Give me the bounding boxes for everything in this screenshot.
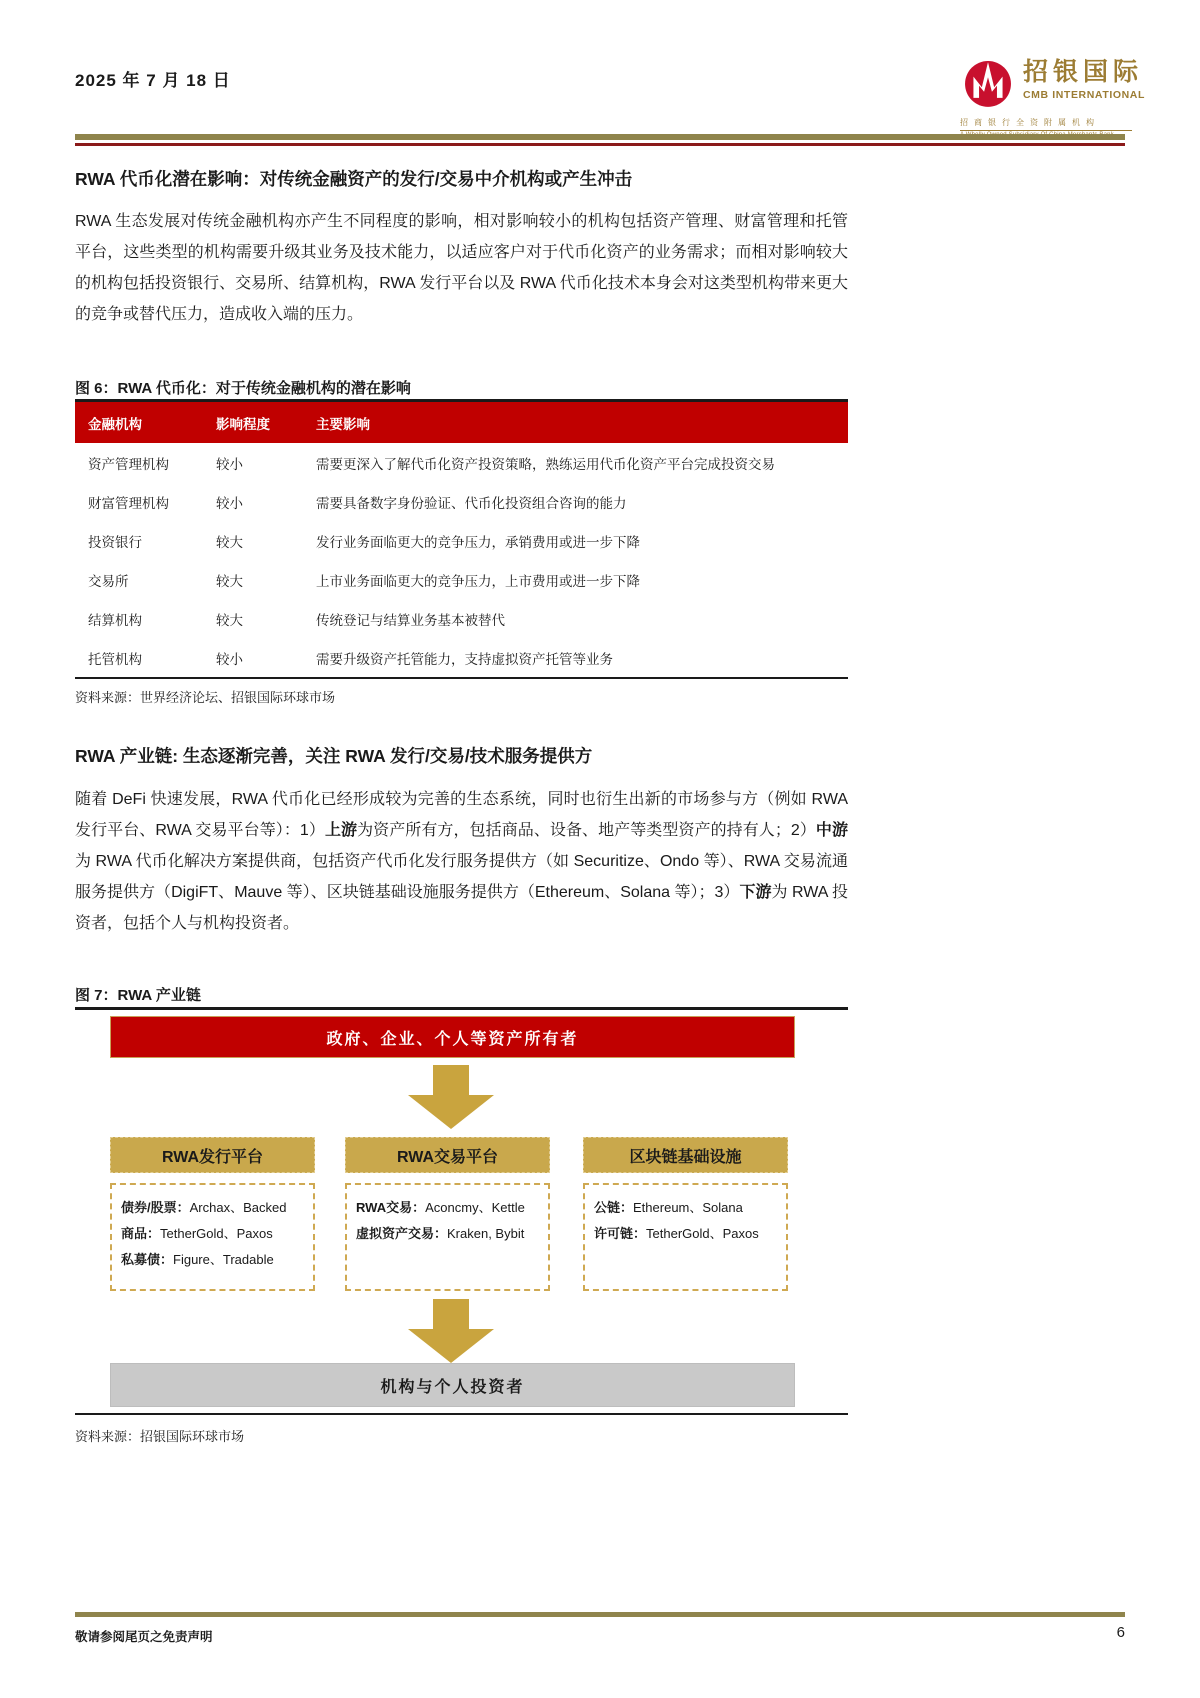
cell-institution: 托管机构 [88, 651, 142, 667]
figure6-source: 资料来源：世界经济论坛、招银国际环球市场 [75, 690, 336, 705]
cell-institution: 财富管理机构 [88, 495, 169, 511]
paragraph-segment: 随着 DeFi 快速发展，RWA 代币化已经形成较为完善的生态系统，同时也衍生出新的市场参与方（例如 RWA 发行平台、RWA 交易平台等）：1） [75, 791, 848, 839]
cell-institution: 结算机构 [88, 612, 142, 628]
detail-line: RWA交易：Aconcmy、Kettle [356, 1200, 525, 1215]
cell-institution: 投资银行 [88, 534, 142, 550]
detail-line: 虚拟资产交易：Kraken, Bybit [356, 1226, 525, 1241]
table-row [75, 482, 848, 521]
report-date: 2025 年 7 月 18 日 [75, 71, 231, 90]
paragraph-segment-upstream: 上游 [324, 822, 358, 839]
header-gold-rule [75, 134, 1125, 140]
page-number: 6 [1116, 1624, 1125, 1641]
down-arrow-icon [407, 1065, 495, 1129]
figure7-top-rule [75, 1007, 848, 1010]
cell-impact-level: 较小 [216, 495, 243, 511]
figure7-bottom-rule [75, 1413, 848, 1415]
cell-main-impact: 发行业务面临更大的竞争压力，承销费用或进一步下降 [316, 534, 640, 550]
cell-impact-level: 较大 [216, 612, 243, 628]
paragraph-segment: 为资产所有方，包括商品、设备、地产等类型资产的持有人；2） [357, 822, 816, 839]
cell-main-impact: 上市业务面临更大的竞争压力，上市费用或进一步下降 [316, 573, 640, 589]
issuance-platform-box: RWA发行平台 [110, 1137, 315, 1173]
table-row [75, 599, 848, 638]
paragraph-segment: 为 RWA 代币化解决方案提供商，包括资产代币化发行服务提供方（如 Securitize、Ondo 等）、RWA 交易流通服务提供方（DigiFT、Mauve 等）、区块链基础设施服务提供方（Ethereum、Solana 等）；3） [75, 853, 848, 901]
blockchain-infra-box: 区块链基础设施 [583, 1137, 788, 1173]
paragraph-segment-downstream: 下游 [739, 884, 772, 901]
paragraph-segment-midstream: 中游 [815, 822, 848, 839]
cell-main-impact: 需要升级资产托管能力，支持虚拟资产托管等业务 [316, 651, 613, 667]
figure7-title: 图 7：RWA 产业链 [75, 987, 201, 1004]
table-row [75, 443, 848, 482]
logo-cn-name: 招银国际 [1023, 58, 1144, 87]
section1-paragraph: RWA 生态发展对传统金融机构亦产生不同程度的影响，相对影响较小的机构包括资产管理、财富管理和托管平台，这些类型的机构需要升级其业务及技术能力，以适应客户对于代币化资产的业务需求；而相对影响较大的机构包括投资银行、交易所、结算机构，RWA 发行平台以及 RWA 代币化技术本身会对这类型机构带来更大的竞争或替代压力，造成收入端的压力。 [75, 213, 848, 323]
detail-line: 债券/股票：Archax、Backed [121, 1200, 287, 1215]
investors-box: 机构与个人投资者 [110, 1363, 795, 1407]
down-arrow-icon [407, 1299, 495, 1363]
paragraph-segment: 为 RWA 投资者，包括个人与机构投资者。 [75, 884, 848, 932]
footer-gold-rule [75, 1612, 1125, 1617]
trading-platform-box: RWA交易平台 [345, 1137, 550, 1173]
cell-impact-level: 较小 [216, 651, 243, 667]
figure7-diagram [75, 1007, 848, 1419]
header-red-rule [75, 143, 1125, 146]
detail-line: 私募债：Figure、Tradable [121, 1252, 274, 1267]
figure6-title: 图 6：RWA 代币化：对于传统金融机构的潜在影响 [75, 380, 411, 397]
footer-disclaimer: 敬请参阅尾页之免责声明 [75, 1630, 213, 1644]
cell-main-impact: 传统登记与结算业务基本被替代 [316, 612, 505, 628]
cell-main-impact: 需要更深入了解代币化资产投资策略，熟练运用代币化资产平台完成投资交易 [316, 456, 775, 472]
logo-tagline-cn: 招商银行全资附属机构 [960, 118, 1100, 127]
cmb-logo-icon [960, 52, 1016, 108]
col-header-impact-level: 影响程度 [216, 416, 270, 432]
col-header-main-impact: 主要影响 [316, 416, 370, 432]
table-row [75, 521, 848, 560]
cell-impact-level: 较大 [216, 534, 243, 550]
asset-owners-box: 政府、企业、个人等资产所有者 [110, 1016, 795, 1058]
logo-text [1023, 59, 1145, 101]
table-row [75, 638, 848, 677]
detail-line: 公链：Ethereum、Solana [594, 1200, 743, 1215]
figure7-source: 资料来源：招银国际环球市场 [75, 1429, 245, 1444]
issuance-platform-detail [110, 1183, 315, 1291]
table-header-row [75, 402, 848, 443]
col-header-institution: 金融机构 [88, 416, 142, 432]
section2-heading: RWA 产业链: 生态逐渐完善，关注 RWA 发行/交易/技术服务提供方 [75, 746, 593, 766]
cmb-international-logo [960, 52, 1145, 138]
logo-en-name: CMB INTERNATIONAL [1023, 88, 1145, 101]
cell-main-impact: 需要具备数字身份验证、代币化投资组合咨询的能力 [316, 495, 627, 511]
cell-impact-level: 较小 [216, 456, 243, 472]
detail-line: 商品：TetherGold、Paxos [121, 1226, 273, 1241]
trading-platform-detail [345, 1183, 550, 1291]
section1-heading: RWA 代币化潜在影响：对传统金融资产的发行/交易中介机构或产生冲击 [75, 169, 633, 189]
section2-paragraph [75, 784, 848, 939]
blockchain-infra-detail [583, 1183, 788, 1291]
detail-line: 许可链：TetherGold、Paxos [594, 1226, 759, 1241]
cell-institution: 交易所 [88, 573, 129, 589]
table-row [75, 560, 848, 599]
cell-impact-level: 较大 [216, 573, 243, 589]
cell-institution: 资产管理机构 [88, 456, 169, 472]
figure6-table [75, 399, 848, 679]
